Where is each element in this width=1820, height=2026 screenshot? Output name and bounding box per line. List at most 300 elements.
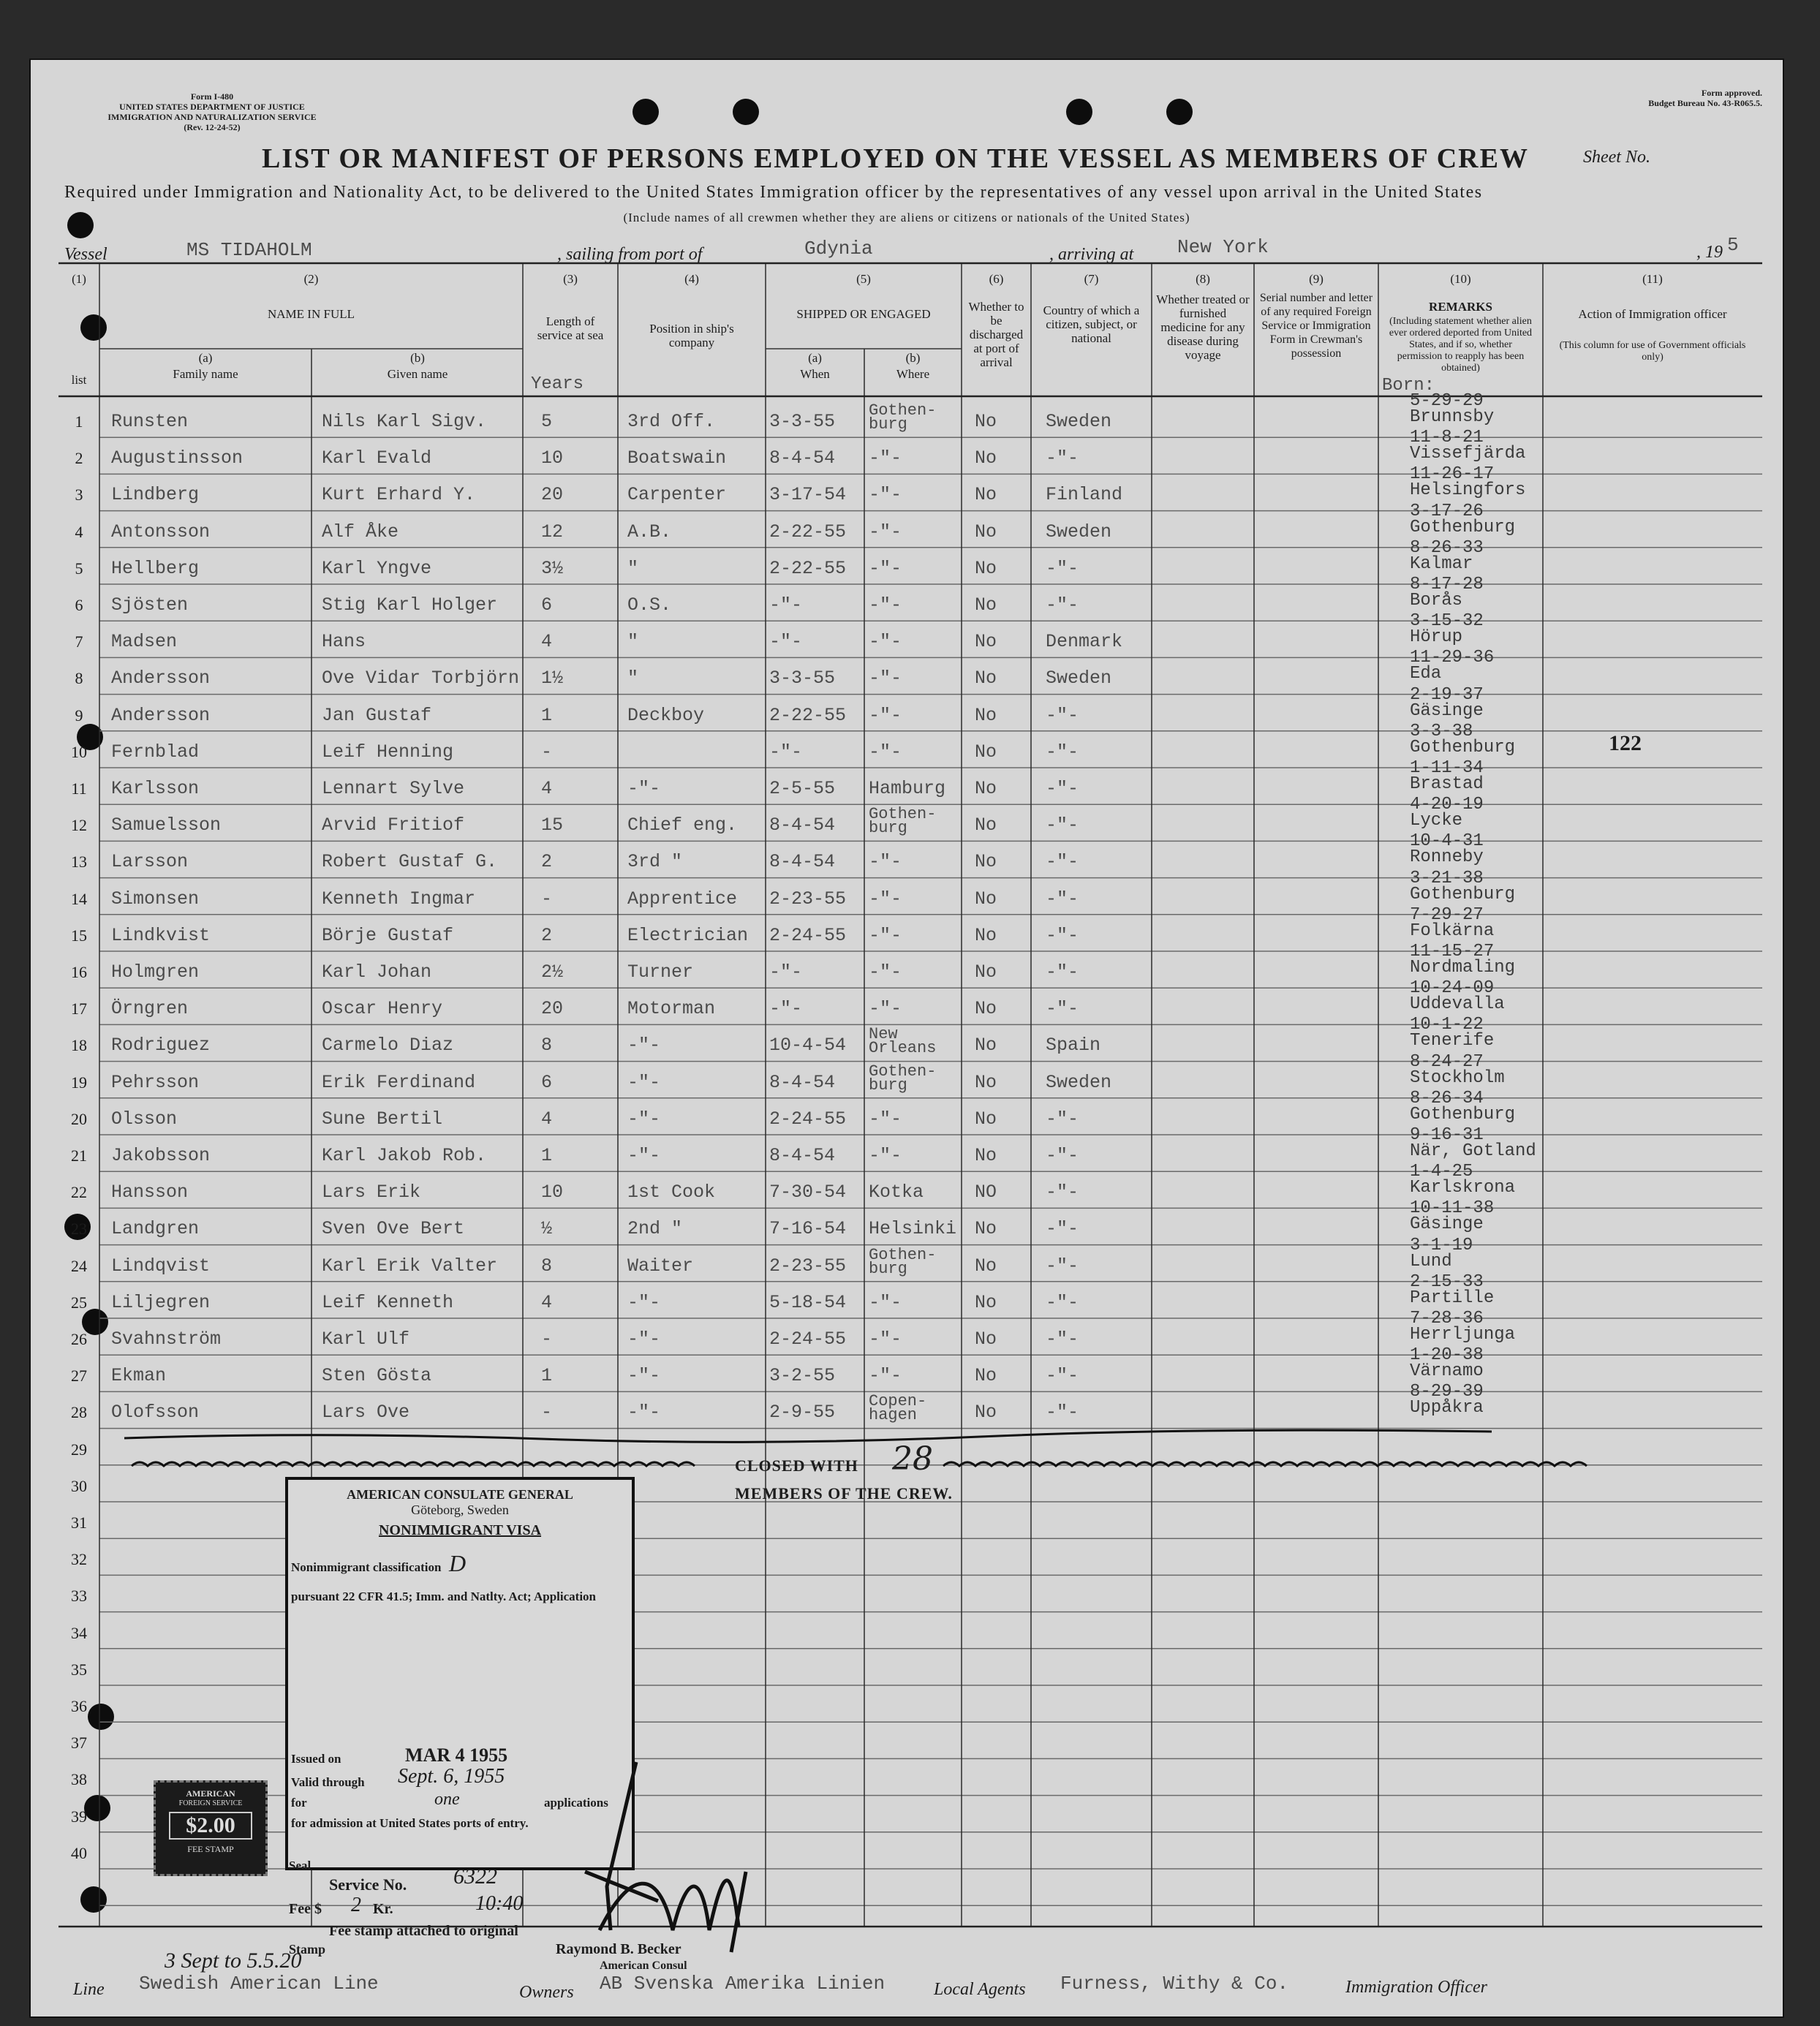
shipped-where: -"-	[869, 851, 902, 873]
table-row	[29, 611, 1784, 659]
birth-place: Stockholm	[1410, 1067, 1505, 1088]
consulate-title: AMERICAN CONSULATE GENERAL	[347, 1487, 573, 1502]
birth-date: 8-26-33	[1410, 537, 1484, 558]
consul-title: American Consul	[600, 1959, 687, 1972]
service-number: 6322	[453, 1864, 497, 1889]
position: Boatswain	[627, 447, 727, 469]
birth-date: 10-24-09	[1410, 978, 1495, 999]
col-num-7: (7)	[1084, 272, 1099, 286]
country: Sweden	[1046, 668, 1112, 689]
row-number: 30	[71, 1476, 87, 1495]
position: O.S.	[627, 594, 672, 616]
discharged: No	[975, 447, 997, 469]
discharged: No	[975, 741, 997, 763]
given-name: Sune Bertil	[322, 1108, 443, 1130]
position: -"-	[627, 778, 661, 799]
position: 1st Cook	[627, 1182, 716, 1203]
given-name: Karl Evald	[322, 447, 432, 469]
col-country: Country of which a citizen, subject, or national	[1043, 303, 1140, 345]
birth-remarks	[1410, 501, 1516, 537]
discharged: No	[975, 1071, 997, 1093]
family-name: Örngren	[111, 998, 189, 1020]
form-number: Form I-480	[190, 91, 234, 102]
col-num-2: (2)	[303, 272, 319, 286]
fee-stamp-text2: FOREIGN SERVICE	[178, 1799, 243, 1807]
country: -"-	[1046, 1328, 1079, 1350]
row-number: 3	[75, 485, 83, 504]
birth-date: 1-11-34	[1410, 758, 1484, 778]
position: -"-	[627, 1291, 661, 1313]
position: Apprentice	[627, 888, 738, 910]
given-name: Ove Vidar Torbjörn	[322, 668, 520, 689]
row-number: 40	[71, 1843, 87, 1862]
sheet-label: Sheet No.	[1583, 148, 1650, 167]
shipped-where: -"-	[869, 888, 902, 910]
years-at-sea: 8	[541, 1035, 553, 1057]
valid-label: Valid through	[291, 1775, 365, 1789]
shipped-when: 2-23-55	[769, 1255, 847, 1277]
position: -"-	[627, 1365, 661, 1387]
row-number: 1	[75, 412, 83, 431]
birth-remarks	[1410, 1271, 1495, 1308]
row-number: 18	[71, 1036, 87, 1055]
country: -"-	[1046, 998, 1079, 1020]
birth-place: Lund	[1410, 1251, 1452, 1271]
shipped-when: 2-22-55	[769, 557, 847, 579]
birth-date: 11-26-17	[1410, 464, 1495, 485]
birth-place: Tenerife	[1410, 1031, 1495, 1051]
revision: (Rev. 12-24-52)	[184, 122, 241, 132]
shipped-where: -"-	[869, 998, 902, 1020]
table-row	[29, 1309, 1784, 1356]
birth-date: 8-24-27	[1410, 1051, 1484, 1072]
country: -"-	[1046, 1182, 1079, 1203]
col-name: NAME IN FULL	[268, 307, 355, 321]
birth-remarks	[1410, 684, 1484, 721]
col-where-num: (b)	[905, 351, 921, 365]
col-action-note: (This column for use of Government officials only)	[1559, 340, 1746, 363]
years-at-sea: 3½	[541, 557, 564, 579]
given-name: Börje Gustaf	[322, 924, 454, 946]
years-at-sea: 2	[541, 851, 553, 873]
owners-label: Owners	[519, 1983, 574, 2002]
position: Motorman	[627, 998, 716, 1020]
col-action: Action of Immigration officer	[1578, 307, 1727, 321]
row-number: 15	[71, 926, 87, 945]
annotation-122: 122	[1609, 731, 1642, 755]
family-name: Simonsen	[111, 888, 200, 910]
years-at-sea: 2½	[541, 961, 564, 983]
table-row	[29, 1015, 1784, 1062]
pursuant-text: pursuant 22 CFR 41.5; Imm. and Natlty. Act; Application	[291, 1590, 597, 1603]
table-row	[29, 831, 1784, 879]
col-num-5: (5)	[856, 272, 871, 286]
position: 3rd "	[627, 851, 683, 873]
row-number: 27	[71, 1367, 87, 1386]
row-number: 29	[71, 1440, 87, 1459]
row-number: 22	[71, 1183, 87, 1202]
years-at-sea: 4	[541, 1291, 553, 1313]
family-name: Landgren	[111, 1218, 200, 1240]
country: Sweden	[1046, 411, 1112, 432]
years-at-sea: 15	[541, 814, 564, 836]
given-name: Carmelo Diaz	[322, 1035, 454, 1057]
row-number: 23	[71, 1220, 87, 1239]
position: -"-	[627, 1402, 661, 1424]
shipped-when: 3-3-55	[769, 411, 836, 432]
shipped-where: -"-	[869, 1108, 902, 1130]
country: -"-	[1046, 778, 1079, 799]
family-name: Andersson	[111, 704, 211, 726]
shipped-when: 2-24-55	[769, 924, 847, 946]
col-list: list	[71, 373, 87, 387]
birth-remarks	[1410, 797, 1484, 829]
col-num-6: (6)	[989, 272, 1004, 286]
row-number: 13	[71, 853, 87, 872]
birth-date: 10-1-22	[1410, 1015, 1484, 1035]
shipped-where: -"-	[869, 668, 902, 689]
table-row	[29, 464, 1784, 512]
discharged: No	[975, 1328, 997, 1350]
table-row	[29, 537, 1784, 586]
row-number: 28	[71, 1403, 87, 1422]
birth-remarks	[1410, 980, 1505, 1013]
birth-remarks	[1410, 1164, 1515, 1196]
shipped-when: 8-4-54	[769, 814, 836, 836]
family-name: Hansson	[111, 1182, 189, 1203]
shipped-where: -"-	[869, 594, 902, 616]
given-name: Karl Erik Valter	[322, 1255, 498, 1277]
country: -"-	[1046, 741, 1079, 763]
birth-remarks	[1410, 1235, 1473, 1271]
country: -"-	[1046, 814, 1079, 836]
handwritten-note: 3 Sept to 5.5.20	[165, 1948, 302, 1973]
line-label: Line	[73, 1980, 105, 1999]
birth-place: Karlskrona	[1410, 1178, 1516, 1198]
birth-date: 1-4-25	[1410, 1162, 1473, 1182]
given-name: Robert Gustaf G.	[322, 851, 498, 873]
shipped-where: Copen- hagen	[869, 1392, 927, 1425]
row-number: 6	[75, 596, 83, 614]
birth-remarks	[1410, 1347, 1484, 1380]
family-name: Andersson	[111, 668, 211, 689]
shipped-where: -"-	[869, 1328, 902, 1350]
service: IMMIGRATION AND NATURALIZATION SERVICE	[107, 112, 317, 122]
birth-remarks	[1410, 904, 1495, 941]
row-number: 31	[71, 1513, 87, 1532]
given-name: Sven Ove Bert	[322, 1218, 465, 1240]
birth-place: Eda	[1410, 664, 1442, 684]
col-family-num: (a)	[198, 351, 213, 365]
row-number: 32	[71, 1550, 87, 1569]
birth-remarks	[1410, 537, 1484, 574]
col-num-9: (9)	[1309, 272, 1324, 286]
shipped-where: -"-	[869, 924, 902, 946]
issued-date: MAR 4 1955	[405, 1745, 508, 1766]
col-num-11: (11)	[1642, 272, 1663, 286]
country: -"-	[1046, 1291, 1079, 1313]
admission-text: for admission at United States ports of entry.	[291, 1816, 529, 1830]
shipped-where: -"-	[869, 447, 902, 469]
birth-place: Kalmar	[1410, 553, 1473, 574]
years-at-sea: 4	[541, 631, 553, 653]
shipped-when: 2-22-55	[769, 521, 847, 543]
shipped-when: -"-	[769, 594, 803, 616]
country: -"-	[1046, 447, 1079, 469]
row-number: 35	[71, 1660, 87, 1679]
row-number: 26	[71, 1330, 87, 1348]
family-name: Olsson	[111, 1108, 178, 1130]
years-at-sea: 1	[541, 704, 553, 726]
country: -"-	[1046, 1402, 1079, 1424]
family-name: Karlsson	[111, 778, 200, 799]
birth-remarks	[1410, 1088, 1516, 1124]
discharged: No	[975, 411, 997, 432]
classification-value: D	[449, 1550, 467, 1576]
service-label: Service No.	[329, 1875, 407, 1894]
row-number: 5	[75, 559, 83, 578]
table-row	[29, 684, 1784, 733]
birth-place: Vissefjärda	[1410, 444, 1526, 464]
table-row	[29, 942, 1784, 989]
position: Deckboy	[627, 704, 705, 726]
shipped-where: Helsinki	[869, 1218, 957, 1240]
table-row	[29, 868, 1784, 916]
birth-date: 8-17-28	[1410, 575, 1484, 594]
country: -"-	[1046, 557, 1079, 579]
position: Electrician	[627, 924, 749, 946]
position: 3rd Off.	[627, 411, 716, 432]
birth-remarks	[1410, 1384, 1484, 1416]
family-name: Larsson	[111, 851, 189, 873]
discharged: No	[975, 521, 997, 543]
applications-label: applications	[544, 1796, 608, 1810]
classification-label: Nonimmigrant classification	[291, 1560, 442, 1574]
col-family: Family name	[173, 367, 238, 381]
row-number: 10	[71, 742, 87, 761]
birth-place: Lycke	[1410, 811, 1463, 831]
family-name: Rodriguez	[111, 1035, 211, 1057]
col-where: Where	[896, 367, 930, 381]
birth-place: Nordmaling	[1410, 958, 1516, 978]
family-name: Holmgren	[111, 961, 200, 983]
discharged: No	[975, 1255, 997, 1277]
shipped-where: -"-	[869, 1291, 902, 1313]
discharged: No	[975, 998, 997, 1020]
birth-remarks	[1410, 1311, 1515, 1343]
given-name: Arvid Fritiof	[322, 814, 465, 836]
years-at-sea: 8	[541, 1255, 553, 1277]
table-row	[29, 978, 1784, 1026]
family-name: Svahnström	[111, 1328, 222, 1350]
fee-kr-label: Kr.	[373, 1901, 393, 1917]
shipped-where: Kotka	[869, 1182, 924, 1203]
shipped-when: 10-4-54	[769, 1035, 847, 1057]
given-name: Sten Gösta	[322, 1365, 432, 1387]
shipped-where: Gothen- burg	[869, 401, 937, 434]
birth-date: 3-1-19	[1410, 1235, 1473, 1255]
birth-date: 11-29-36	[1410, 648, 1495, 668]
years-at-sea: ½	[541, 1218, 553, 1240]
stamp-label: Stamp	[289, 1942, 326, 1957]
given-name: Stig Karl Holger	[322, 594, 498, 616]
discharged: No	[975, 594, 997, 616]
row-number: 24	[71, 1256, 87, 1275]
consulate-location: Göteborg, Sweden	[411, 1503, 509, 1517]
birth-place: Gäsinge	[1410, 1214, 1484, 1235]
position: Carpenter	[627, 484, 727, 506]
col-when-num: (a)	[808, 351, 822, 365]
discharged: No	[975, 1218, 997, 1240]
shipped-where: -"-	[869, 521, 902, 543]
birth-date: 1-20-38	[1410, 1345, 1484, 1366]
country: -"-	[1046, 851, 1079, 873]
shipped-when: 8-4-54	[769, 851, 836, 873]
shipped-when: 3-17-54	[769, 484, 847, 506]
row-number: 20	[71, 1109, 87, 1128]
given-name: Hans	[322, 631, 366, 653]
table-row	[29, 1162, 1784, 1209]
row-number: 25	[71, 1293, 87, 1312]
shipped-when: 3-2-55	[769, 1365, 836, 1387]
family-name: Augustinsson	[111, 447, 243, 469]
discharged: No	[975, 814, 997, 836]
given-name: Kurt Erhard Y.	[322, 484, 476, 506]
row-number: 33	[71, 1587, 87, 1606]
row-number: 21	[71, 1146, 87, 1165]
birth-place: Gothenburg	[1410, 884, 1516, 904]
row-number: 19	[71, 1073, 87, 1092]
birth-date: 7-28-36	[1410, 1309, 1484, 1328]
col-remarks-note: (Including statement whether alien ever ordered deported from United States, and if so, whether permission to reapply has been obtained)	[1389, 316, 1533, 374]
col-length: Length of service at sea	[537, 314, 604, 342]
country: -"-	[1046, 1218, 1079, 1240]
years-at-sea: 1	[541, 1145, 553, 1166]
given-name: Karl Jakob Rob.	[322, 1145, 487, 1166]
birth-date: 7-29-27	[1410, 904, 1484, 925]
shipped-when: 8-4-54	[769, 1071, 836, 1093]
shipped-where: New Orleans	[869, 1025, 937, 1058]
years-at-sea: 4	[541, 1108, 553, 1130]
country: -"-	[1046, 1255, 1079, 1277]
years-at-sea: 2	[541, 924, 553, 946]
shipped-where: -"-	[869, 1365, 902, 1387]
discharged: No	[975, 704, 997, 726]
birth-date: 9-16-31	[1410, 1125, 1484, 1145]
requirement-text: Required under Immigration and Nationality Act, to be delivered to the United States Immigration officer by the representatives of any vessel upon arrival in the United States	[64, 183, 1483, 202]
discharged: No	[975, 1402, 997, 1424]
birth-date: 3-21-38	[1410, 868, 1484, 888]
birth-remarks	[1410, 1051, 1505, 1088]
given-name: Kenneth Ingmar	[322, 888, 476, 910]
row-number: 8	[75, 669, 83, 688]
row-number: 37	[71, 1734, 87, 1753]
table-row	[29, 758, 1784, 806]
family-name: Lindqvist	[111, 1255, 211, 1277]
consul-name: Raymond B. Becker	[556, 1941, 681, 1957]
col-num-1: (1)	[72, 272, 86, 286]
shipped-where: -"-	[869, 484, 902, 506]
closed-count: 28	[892, 1440, 933, 1478]
fee-usd: 2	[351, 1894, 361, 1916]
shipped-when: 5-18-54	[769, 1291, 847, 1313]
birth-place: Partille	[1410, 1288, 1495, 1308]
shipped-where: -"-	[869, 961, 902, 983]
year-prefix: , 19	[1696, 243, 1723, 262]
given-name: Lennart Sylve	[322, 778, 465, 799]
birth-date: 11-15-27	[1410, 942, 1495, 961]
visa-type: NONIMMIGRANT VISA	[378, 1522, 542, 1538]
col-position: Position in ship's company	[649, 322, 734, 349]
row-number: 36	[71, 1697, 87, 1715]
table-row	[29, 1345, 1784, 1393]
shipped-when: 2-24-55	[769, 1108, 847, 1130]
birth-remarks	[1410, 831, 1484, 868]
birth-place: Värnamo	[1410, 1361, 1484, 1382]
family-name: Samuelsson	[111, 814, 222, 836]
table-row	[29, 1125, 1784, 1173]
table-row	[29, 721, 1784, 769]
birth-remarks	[1410, 430, 1525, 462]
birth-place: Brastad	[1410, 774, 1484, 794]
birth-place: Uppåkra	[1410, 1398, 1484, 1418]
closed-with: CLOSED WITH	[735, 1456, 858, 1475]
shipped-where: Hamburg	[869, 778, 946, 799]
country: -"-	[1046, 961, 1079, 983]
birth-remarks	[1410, 944, 1515, 976]
birth-date: 10-4-31	[1410, 831, 1484, 852]
year-value: 5	[1727, 234, 1739, 256]
row-number: 17	[71, 999, 87, 1018]
birth-remarks	[1410, 650, 1494, 682]
shipped-where: Gothen- burg	[869, 1245, 937, 1278]
given-name: Erik Ferdinand	[322, 1071, 476, 1093]
row-number: 14	[71, 889, 87, 908]
col-given-num: (b)	[410, 351, 425, 365]
table-row	[29, 1051, 1784, 1100]
given-name: Lars Erik	[322, 1182, 421, 1203]
row-number: 16	[71, 963, 87, 981]
closed-members: MEMBERS OF THE CREW.	[735, 1484, 953, 1503]
country: Sweden	[1046, 1071, 1112, 1093]
birth-place: Borås	[1410, 591, 1463, 611]
col-years: Years	[531, 374, 584, 394]
position: -"-	[627, 1108, 661, 1130]
family-name: Fernblad	[111, 741, 200, 763]
shipped-when: -"-	[769, 741, 803, 763]
birth-place: Ronneby	[1410, 847, 1484, 868]
shipped-when: 7-16-54	[769, 1218, 847, 1240]
years-at-sea: 1	[541, 1365, 553, 1387]
for-label: for	[291, 1796, 307, 1810]
shipped-where: -"-	[869, 631, 902, 653]
shipped-when: 2-22-55	[769, 704, 847, 726]
position: -"-	[627, 1071, 661, 1093]
given-name: Karl Ulf	[322, 1328, 410, 1350]
col-medicine: Whether treated or furnished medicine for any disease during voyage	[1156, 292, 1250, 362]
country: -"-	[1046, 1108, 1079, 1130]
col-remarks: REMARKS	[1429, 300, 1492, 314]
row-number: 12	[71, 816, 87, 835]
birth-date: 11-8-21	[1410, 428, 1484, 448]
given-name: Jan Gustaf	[322, 704, 432, 726]
birth-place: Helsingfors	[1410, 480, 1526, 501]
years-at-sea: 4	[541, 778, 553, 799]
discharged: NO	[975, 1182, 997, 1203]
form-approved: Form approved.	[1701, 88, 1762, 98]
years-at-sea: 1½	[541, 668, 564, 689]
shipped-where: Gothen- burg	[869, 1062, 937, 1095]
